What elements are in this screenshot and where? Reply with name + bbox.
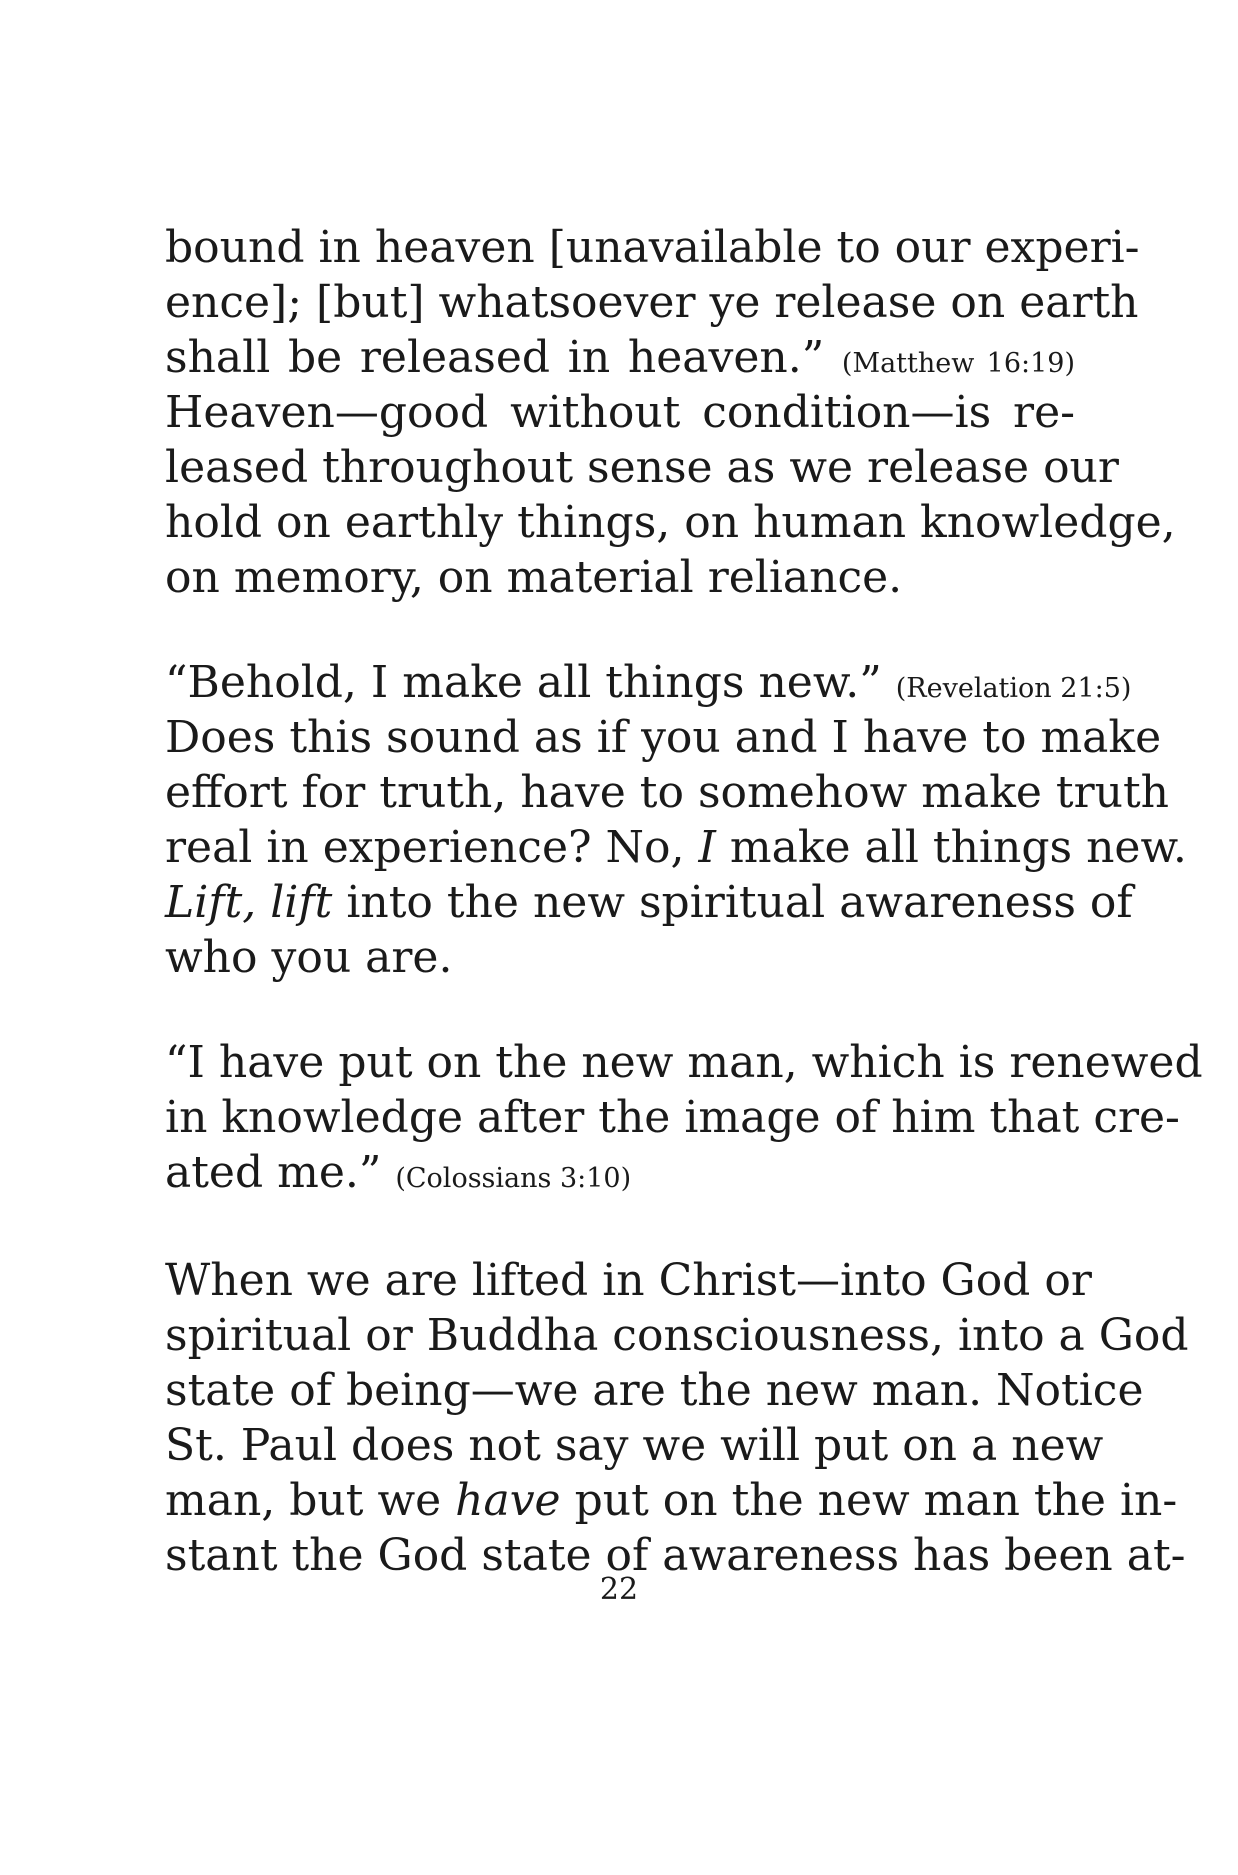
scripture-reference: (Matthew 16:19) [841, 348, 1075, 379]
text-line: Heaven—good without condition—is re- [165, 387, 1075, 438]
paragraph-matthew [165, 220, 1176, 605]
text-line: St. Paul does not say we will put on a new [165, 1420, 1104, 1471]
paragraph-new-man [165, 1253, 1189, 1583]
text-line: Does this sound as if you and I have to make [165, 712, 1162, 763]
text-segment: ated me.” [165, 1147, 382, 1198]
text-line [165, 1473, 1178, 1528]
text-line [165, 1145, 1075, 1200]
emphasis-text: have [455, 1475, 561, 1526]
text-segment: put on the new man the in- [560, 1475, 1178, 1526]
text-line: in knowledge after the image of him that cre- [165, 1092, 1180, 1143]
text-line: leased throughout sense as we release our [165, 442, 1119, 493]
text-segment: man, but we [165, 1475, 456, 1526]
text-line: hold on earthly things, on human knowledge, [165, 497, 1176, 548]
text-line [165, 875, 1133, 930]
text-segment: make all things new. [715, 822, 1187, 873]
text-segment: “Behold, I make all things new.” [165, 657, 882, 708]
text-line: effort for truth, have to somehow make truth [165, 767, 1169, 818]
text-line [165, 820, 1187, 875]
text-line: When we are lifted in Christ—into God or [165, 1255, 1092, 1306]
text-line: who you are. [165, 932, 453, 983]
text-segment: shall be released in heaven.” [165, 332, 825, 383]
paragraph-colossians [165, 1035, 1203, 1200]
text-line [165, 330, 1075, 385]
text-line: stant the God state of awareness has been at- [165, 1530, 1186, 1581]
scripture-reference: (Revelation 21:5) [895, 673, 1132, 704]
text-line: ence]; [but] whatsoever ye release on earth [165, 277, 1139, 328]
text-line: state of being—we are the new man. Notice [165, 1365, 1144, 1416]
text-line: on memory, on material reliance. [165, 552, 903, 603]
emphasis-text: I [698, 822, 716, 873]
paragraph-revelation [165, 655, 1187, 985]
page-number: 22 [599, 1572, 639, 1607]
text-segment: real in experience? No, [165, 822, 699, 873]
emphasis-text: Lift, lift [165, 877, 333, 928]
text-line: spiritual or Buddha consciousness, into a God [165, 1310, 1189, 1361]
text-segment: into the new spiritual awareness of [332, 877, 1133, 928]
text-line [165, 655, 1132, 710]
text-line: “I have put on the new man, which is renewed [165, 1037, 1203, 1088]
text-line: bound in heaven [unavailable to our experi- [165, 222, 1140, 273]
scripture-reference: (Colossians 3:10) [395, 1163, 632, 1194]
